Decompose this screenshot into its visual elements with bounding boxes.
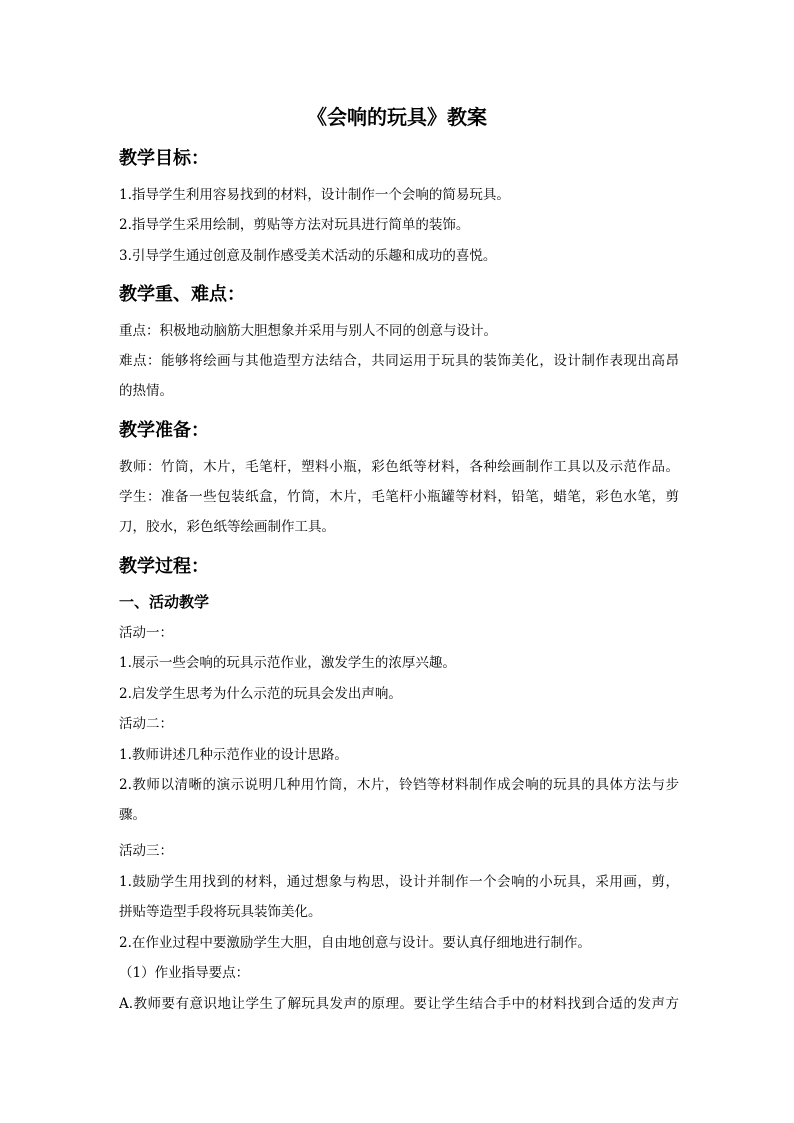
activity-1-label: 活动一： xyxy=(119,625,173,641)
activity-1-item-1: 1.展示一些会响的玩具示范作业，激发学生的浓厚兴趣。 xyxy=(119,655,456,671)
activity-3-item-2: 2.在作业过程中要激励学生大胆，自由地创意与设计。要认真仔细地进行制作。 xyxy=(119,935,591,951)
preparation-teacher: 教师：竹筒，木片，毛笔杆，塑料小瓶，彩色纸等材料，各种绘画制作工具以及示范作品。 xyxy=(119,459,679,475)
objective-item-2: 2.指导学生采用绘制，剪贴等方法对玩具进行简单的装饰。 xyxy=(119,217,470,233)
preparation-student-line-2: 刀，胶水，彩色纸等绘画制作工具。 xyxy=(119,519,335,535)
key-point-focus: 重点：积极地动脑筋大胆想象并采用与别人不同的创意与设计。 xyxy=(119,323,497,339)
preparation-heading: 教学准备： xyxy=(119,420,209,441)
activity-2-label: 活动二： xyxy=(119,716,173,732)
objective-item-3: 3.引导学生通过创意及制作感受美术活动的乐趣和成功的喜悦。 xyxy=(119,248,497,264)
document-title: 《会响的玩具》教案 xyxy=(307,105,487,129)
objective-item-1: 1.指导学生利用容易找到的材料，设计制作一个会响的简易玩具。 xyxy=(119,187,510,203)
key-points-heading: 教学重、难点： xyxy=(119,284,245,305)
key-point-difficulty-line-1: 难点：能够将绘画与其他造型方法结合，共同运用于玩具的装饰美化，设计制作表现出高昂 xyxy=(119,353,679,369)
activity-3-item-1-line-2: 拼贴等造型手段将玩具装饰美化。 xyxy=(119,904,322,920)
activity-2-item-1: 1.教师讲述几种示范作业的设计思路。 xyxy=(119,747,348,763)
preparation-student-line-1: 学生：准备一些包装纸盒，竹筒，木片，毛笔杆小瓶罐等材料，铅笔，蜡笔，彩色水笔，剪 xyxy=(119,489,679,505)
activity-1-item-2: 2.启发学生思考为什么示范的玩具会发出声响。 xyxy=(119,686,402,702)
activity-3-item-1-line-1: 1.鼓励学生用找到的材料，通过想象与构思，设计并制作一个会响的小玩具，采用画，剪， xyxy=(119,874,679,890)
process-heading: 教学过程： xyxy=(119,556,209,577)
objectives-heading: 教学目标： xyxy=(119,148,209,169)
activity-2-item-2-line-2: 骤。 xyxy=(119,807,146,823)
activity-2-item-2-line-1: 2.教师以清晰的演示说明几种用竹筒，木片，铃铛等材料制作成会响的玩具的具体方法与步 xyxy=(119,777,679,793)
activity-3-guidance: （1）作业指导要点： xyxy=(119,965,250,981)
activity-3-label: 活动三： xyxy=(119,843,173,859)
activity-3-point-a: A.教师要有意识地让学生了解玩具发声的原理。要让学生结合手中的材料找到合适的发声方 xyxy=(119,996,679,1012)
process-section-1: 一、活动教学 xyxy=(119,593,210,611)
key-point-difficulty-line-2: 的热情。 xyxy=(119,383,173,399)
